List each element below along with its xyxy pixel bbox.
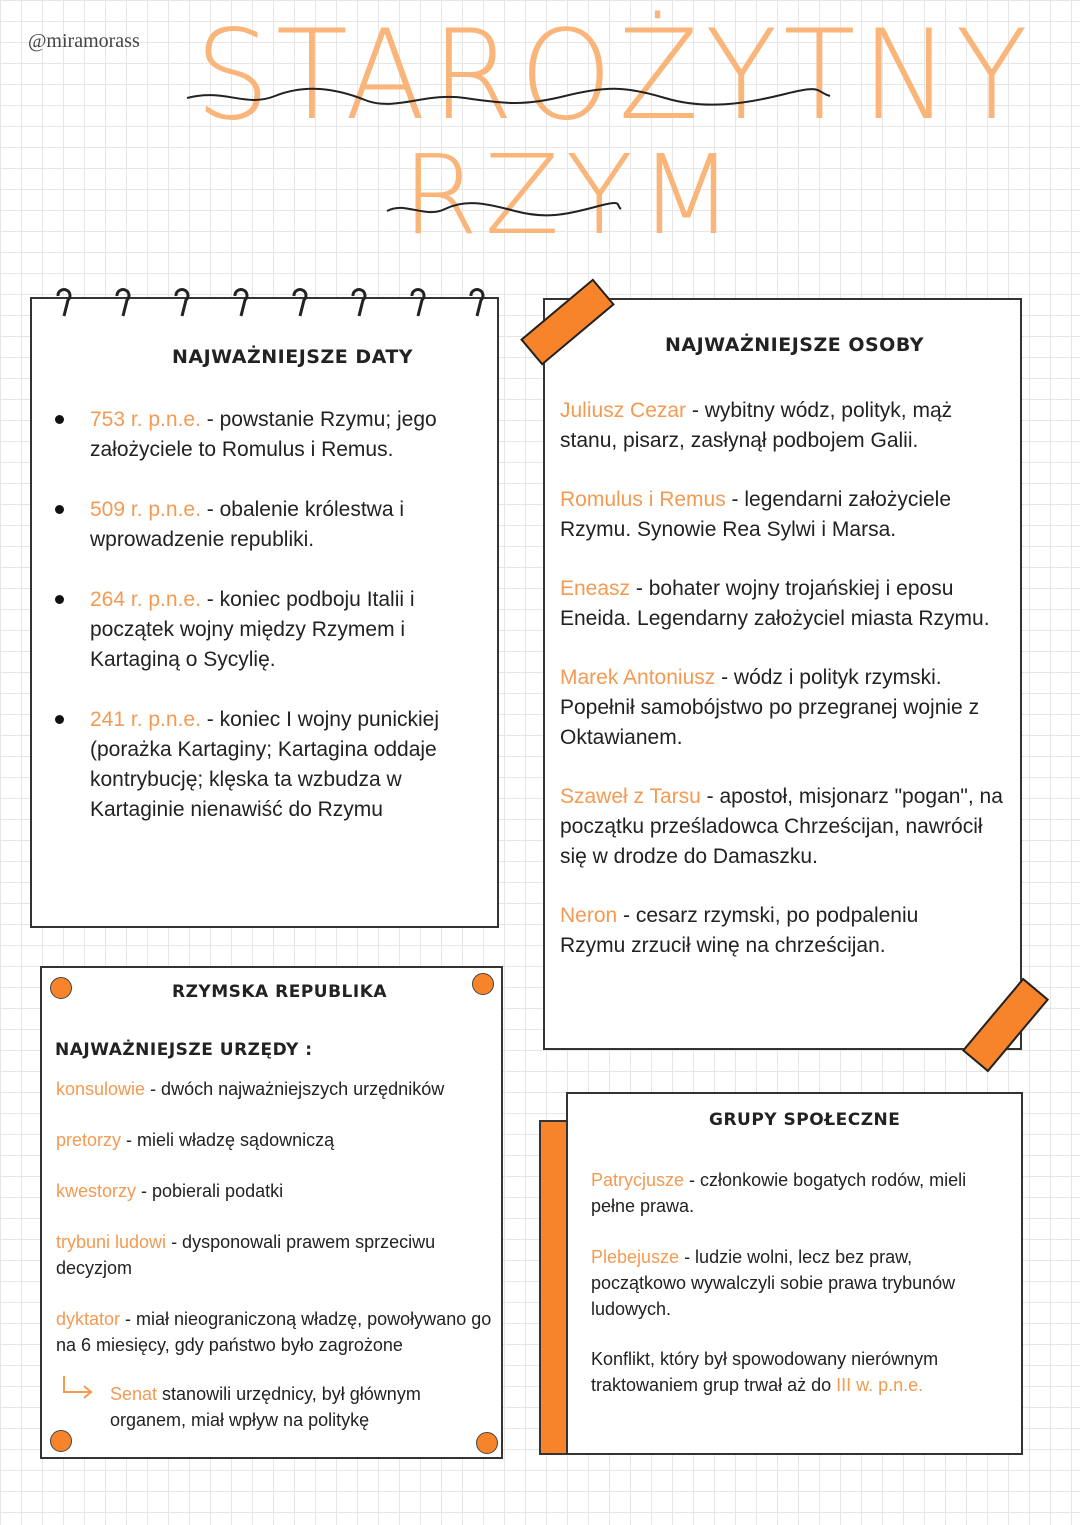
group-item: Patrycjusze - członkowie bogatych rodów, mieli pełne prawa.: [591, 1170, 967, 1216]
date-item: 264 r. p.n.e. - koniec podboju Italii i początek wojny między Rzymem i Kartaginą o Sycylię.: [90, 588, 415, 671]
groups-header: GRUPY SPOŁECZNE: [709, 1110, 901, 1130]
spiral-binding-icon: [50, 282, 500, 322]
bullet-icon: [55, 415, 64, 424]
date-item: 753 r. p.n.e. - powstanie Rzymu; jego założyciele to Romulus i Remus.: [90, 408, 437, 461]
senate-item: Senat stanowili urzędnicy, był głównym organem, miał wpływ na politykę: [110, 1384, 421, 1430]
bullet-icon: [55, 715, 64, 724]
person-item: Marek Antoniusz - wódz i polityk rzymski. Popełnił samobójstwo po przegranej wojnie z Oktawianem.: [560, 666, 980, 749]
dates-header: NAJWAŻNIEJSZE DATY: [172, 346, 414, 368]
side-ribbon-decoration: [539, 1120, 568, 1455]
offices-subheader: NAJWAŻNIEJSZE URZĘDY :: [55, 1040, 313, 1060]
office-item: kwestorzy - pobierali podatki: [56, 1181, 284, 1201]
author-handle: @miramorass: [28, 30, 140, 52]
title-line-1: STAROŻYTNY: [195, 2, 1034, 148]
pin-icon: [476, 1432, 498, 1454]
conflict-note: Konflikt, który był spowodowany nierównym traktowaniem grup trwał aż do III w. p.n.e.: [591, 1349, 939, 1395]
title-underline-squiggle-2: [385, 195, 625, 225]
person-item: Juliusz Cezar - wybitny wódz, polityk, mąż stanu, pisarz, zasłynął podbojem Galii.: [560, 399, 953, 452]
person-item: Neron - cesarz rzymski, po podpaleniu Rzymu zrzucił winę na chrześcijan.: [560, 904, 919, 957]
people-header: NAJWAŻNIEJSZE OSOBY: [665, 334, 925, 356]
bullet-icon: [55, 505, 64, 514]
office-item: pretorzy - mieli władzę sądowniczą: [56, 1130, 335, 1150]
bullet-icon: [55, 595, 64, 604]
office-item: konsulowie - dwóch najważniejszych urzędników: [56, 1079, 445, 1099]
date-item: 509 r. p.n.e. - obalenie królestwa i wprowadzenie republiki.: [90, 498, 405, 551]
pin-icon: [472, 973, 494, 995]
group-item: Plebejusze - ludzie wolni, lecz bez praw, początkowo wywalczyli sobie prawa trybunów ludowych.: [591, 1247, 956, 1319]
title-underline-squiggle: [185, 78, 835, 118]
office-item: trybuni ludowi - dysponowali prawem sprzeciwu decyzjom: [56, 1232, 436, 1278]
title-line-2: RZYM: [402, 131, 740, 259]
pin-icon: [50, 977, 72, 999]
office-item: dyktator - miał nieograniczoną władzę, powoływano go na 6 miesięcy, gdy państwo było zagrożone: [56, 1309, 492, 1355]
republic-header: RZYMSKA REPUBLIKA: [172, 982, 388, 1002]
pin-icon: [50, 1430, 72, 1452]
person-item: Szaweł z Tarsu - apostoł, misjonarz "pogan", na początku prześladowca Chrześcijan, nawrócił się w drodze do Damaszku.: [560, 785, 1003, 868]
arrow-return-icon: [60, 1374, 96, 1400]
person-item: Eneasz - bohater wojny trojańskiej i eposu Eneida. Legendarny założyciel miasta Rzymu.: [560, 577, 990, 630]
date-item: 241 r. p.n.e. - koniec I wojny punickiej (porażka Kartaginy; Kartagina oddaje kontrybucję; klęska ta wzbudza w Kartaginie nienawiść do Rzymu: [90, 708, 440, 821]
person-item: Romulus i Remus - legendarni założyciele Rzymu. Synowie Rea Sylwi i Marsa.: [560, 488, 952, 541]
